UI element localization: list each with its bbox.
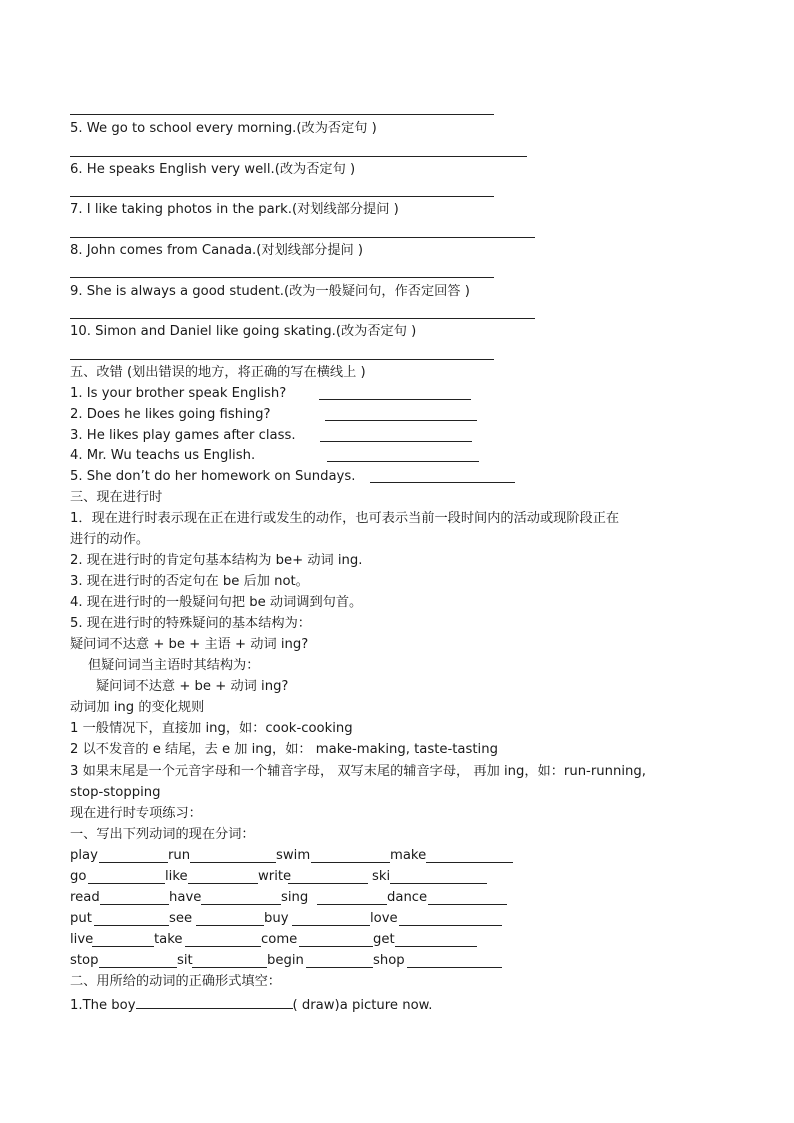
- correction-blank[interactable]: [319, 386, 471, 400]
- verb-word: like: [165, 869, 188, 884]
- rule-1-line-b: 进行的动作。: [70, 532, 150, 547]
- verb-word: buy: [264, 911, 289, 926]
- exercise-10: 10. Simon and Daniel like going skating.(改为否定句 ): [70, 324, 417, 339]
- verb-word: shop: [373, 953, 405, 968]
- verb-word: get: [373, 932, 395, 947]
- section-heading-present-continuous: 三、现在进行时: [70, 490, 163, 505]
- participle-blank[interactable]: [92, 946, 154, 947]
- answer-line[interactable]: [70, 114, 494, 115]
- rule-3: 3. 现在进行时的否定句在 be 后加 not。: [70, 574, 309, 589]
- participle-blank[interactable]: [99, 862, 168, 863]
- verb-word: write: [258, 869, 292, 884]
- exercise-5: 5. We go to school every morning.(改为否定句 ): [70, 121, 377, 136]
- participle-blank[interactable]: [299, 946, 373, 947]
- ing-rule-3: 3 如果末尾是一个元音字母和一个辅音字母， 双写末尾的辅音字母， 再加 ing，如：run-running,: [70, 764, 646, 779]
- answer-line[interactable]: [70, 237, 535, 238]
- participle-blank[interactable]: [395, 946, 477, 947]
- participle-blank[interactable]: [426, 862, 513, 863]
- exercise-8: 8. John comes from Canada.(对划线部分提问 ): [70, 243, 364, 258]
- participle-blank[interactable]: [190, 862, 276, 863]
- formula-wh-question: 疑问词不达意 + be + 主语 + 动词 ing?: [70, 637, 309, 652]
- rule-4: 4. 现在进行时的一般疑问句把 be 动词调到句首。: [70, 595, 363, 610]
- participle-blank[interactable]: [88, 883, 165, 884]
- formula-note: 但疑问词当主语时其结构为：: [88, 658, 260, 673]
- ing-rule-1: 1 一般情况下，直接加 ing，如：cook-cooking: [70, 721, 353, 736]
- correction-blank[interactable]: [325, 407, 477, 421]
- verb-word: read: [70, 890, 100, 905]
- verb-word: ski: [372, 869, 391, 884]
- practice-part-2-heading: 二、用所给的动词的正确形式填空：: [70, 974, 281, 989]
- verb-word: play: [70, 848, 98, 863]
- verb-word: have: [169, 890, 202, 905]
- ing-rule-3-cont: stop-stopping: [70, 785, 161, 800]
- verb-word: sing: [281, 890, 309, 905]
- verb-word: begin: [267, 953, 304, 968]
- verb-word: dance: [387, 890, 428, 905]
- practice-part-1-heading: 一、写出下列动词的现在分词：: [70, 827, 255, 842]
- participle-blank[interactable]: [100, 904, 169, 905]
- answer-line[interactable]: [70, 318, 535, 319]
- correction-item: 2. Does he likes going fishing?: [70, 407, 270, 423]
- verb-word: make: [390, 848, 427, 863]
- formula-wh-subject: 疑问词不达意 + be + 动词 ing?: [96, 679, 289, 694]
- participle-blank[interactable]: [94, 925, 169, 926]
- correction-blank[interactable]: [320, 428, 472, 442]
- participle-blank[interactable]: [390, 883, 487, 884]
- ing-rules-heading: 动词加 ing 的变化规则: [70, 700, 205, 715]
- answer-line[interactable]: [70, 156, 527, 157]
- correction-item: 1. Is your brother speak English?: [70, 386, 286, 402]
- verb-word: come: [261, 932, 298, 947]
- correction-item: 5. She don’t do her homework on Sundays.: [70, 469, 355, 485]
- correction-item: 3. He likes play games after class.: [70, 428, 296, 444]
- exercise-6: 6. He speaks English very well.(改为否定句 ): [70, 162, 356, 177]
- exercise-7: 7. I like taking photos in the park.(对划线部分提问 ): [70, 202, 399, 217]
- participle-blank[interactable]: [288, 883, 368, 884]
- participle-blank[interactable]: [407, 967, 502, 968]
- answer-line[interactable]: [70, 196, 494, 197]
- verb-word: run: [168, 848, 191, 863]
- fill-in-item-1: 1.The boy ( draw)a picture now.: [70, 995, 432, 1014]
- participle-blank[interactable]: [99, 967, 177, 968]
- verb-word: put: [70, 911, 92, 926]
- exercise-9: 9. She is always a good student.(改为一般疑问句，作否定回答 ): [70, 284, 470, 299]
- rule-2: 2. 现在进行时的肯定句基本结构为 be+ 动词 ing.: [70, 553, 363, 568]
- participle-blank[interactable]: [185, 946, 261, 947]
- verb-word: sit: [177, 953, 193, 968]
- verb-word: see: [169, 911, 193, 926]
- participle-blank[interactable]: [399, 925, 502, 926]
- participle-blank[interactable]: [188, 883, 258, 884]
- verb-word: stop: [70, 953, 99, 968]
- verb-word: go: [70, 869, 87, 884]
- verb-word: live: [70, 932, 94, 947]
- participle-blank[interactable]: [428, 904, 507, 905]
- participle-blank[interactable]: [192, 967, 267, 968]
- participle-blank[interactable]: [196, 925, 264, 926]
- answer-line[interactable]: [70, 359, 494, 360]
- ing-rule-2: 2 以不发音的 e 结尾，去 e 加 ing，如： make-making, taste-tasting: [70, 742, 498, 757]
- participle-blank[interactable]: [311, 862, 390, 863]
- verb-word: take: [154, 932, 183, 947]
- correction-blank[interactable]: [327, 448, 479, 462]
- participle-blank[interactable]: [317, 904, 387, 905]
- participle-blank[interactable]: [292, 925, 370, 926]
- verb-word: swim: [276, 848, 311, 863]
- rule-5: 5. 现在进行时的特殊疑问的基本结构为：: [70, 616, 311, 631]
- rule-1-line-a: 1．现在进行时表示现在正在进行或发生的动作，也可表示当前一段时间内的活动或现阶段正在: [70, 511, 620, 526]
- section-heading-error-correction: 五、改错 (划出错误的地方，将正确的写在横线上 ): [70, 365, 366, 380]
- participle-blank[interactable]: [201, 904, 281, 905]
- participle-blank[interactable]: [306, 967, 373, 968]
- correction-blank[interactable]: [370, 469, 515, 483]
- correction-item: 4. Mr. Wu teachs us English.: [70, 448, 255, 464]
- fill-in-blank[interactable]: [136, 995, 293, 1009]
- answer-line[interactable]: [70, 277, 494, 278]
- practice-heading: 现在进行时专项练习：: [70, 806, 202, 821]
- verb-word: love: [370, 911, 398, 926]
